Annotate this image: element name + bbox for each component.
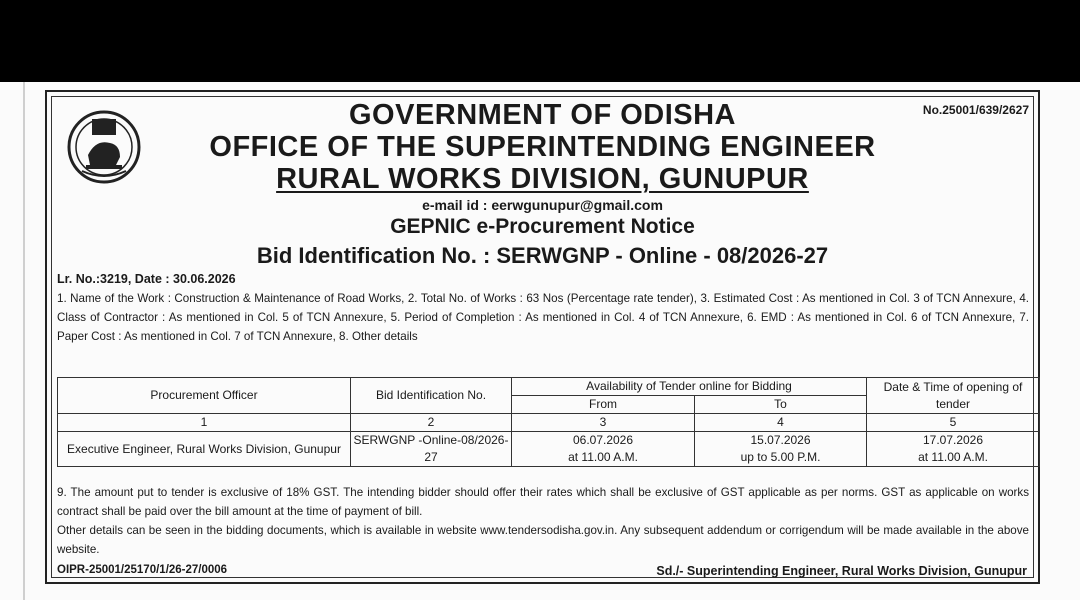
gst-paragraph: 9. The amount put to tender is exclusive of 18% GST. The intending bidder should offer their rates which shall be exclusive of GST applicable as per norms. GST as applicable on works contract shall be paid over the bill amount at the time of payment of bill. [57, 486, 1029, 518]
from-time: at 11.00 A.M. [568, 450, 638, 464]
col-number: 2 [351, 414, 512, 432]
cell-bid-id: SERWGNP -Online-08/2026-27 [351, 432, 512, 467]
notice-title: GEPNIC e-Procurement Notice [390, 215, 695, 238]
header-availability: Availability of Tender online for Bidding [512, 378, 867, 396]
header-opening: Date & Time of opening of tender [867, 378, 1040, 414]
tender-schedule-table [57, 377, 1040, 467]
opening-date: 17.07.2026 [922, 433, 984, 447]
notice-inner-border [51, 96, 1034, 578]
notice-number: No.25001/639/2627 [922, 103, 1029, 117]
cell-from [512, 432, 695, 467]
column-number-row [58, 414, 1040, 432]
cell-opening [867, 432, 1040, 467]
col-number: 1 [58, 414, 351, 432]
table-row [58, 432, 1040, 467]
col-number: 3 [512, 414, 695, 432]
header-to: To [695, 396, 867, 414]
to-time: up to 5.00 P.M. [740, 450, 821, 464]
to-date: 15.07.2026 [750, 433, 811, 447]
header-from: From [512, 396, 695, 414]
page-edge-rule [23, 82, 25, 600]
col-number: 5 [867, 414, 1040, 432]
header-bid-id: Bid Identification No. [351, 378, 512, 414]
work-details-paragraph: 1. Name of the Work : Construction & Maintenance of Road Works, 2. Total No. of Works : 63 Nos (Percentage rate tender), 3. Estimated Cost : As mentioned in Col. 3 of TCN Annexure, 4. Class of Contractor : As mentioned in Col. 5 of TCN Annexure, 5. Period of Completion : As mentioned in Col. 4 of TCN Annexure, 6. EMD : As mentioned in Col. 6 of TCN Annexure, 7. Paper Cost : As mentioned in Col. 7 of TCN Annexure, 8. Other details [57, 292, 1029, 343]
notice-frame [45, 90, 1040, 584]
bid-identification: Bid Identification No. : SERWGNP - Online - 08/2026-27 [256, 243, 829, 268]
header-government: GOVERNMENT OF ODISHA [348, 99, 736, 131]
opening-time: at 11.00 A.M. [918, 450, 988, 464]
other-details-paragraph: Other details can be seen in the bidding documents, which is available in website www.tendersodisha.gov.in. Any subsequent addendum or corrigendum will be made available in the above website. [57, 524, 1029, 556]
email-line: e-mail id : eerwgunupur@gmail.com [422, 197, 663, 213]
signature-line: Sd./- Superintending Engineer, Rural Works Division, Gunupur [656, 564, 1027, 578]
oipr-number: OIPR-25001/25170/1/26-27/0006 [57, 564, 228, 576]
header-division: RURAL WORKS DIVISION, GUNUPUR [276, 163, 809, 195]
notice-page [0, 82, 1080, 600]
cell-to [695, 432, 867, 467]
header-office: OFFICE OF THE SUPERINTENDING ENGINEER [209, 131, 876, 163]
cell-officer: Executive Engineer, Rural Works Division, Gunupur [58, 432, 351, 467]
from-date: 06.07.2026 [572, 433, 634, 447]
letter-reference: Lr. No.:3219, Date : 30.06.2026 [57, 272, 236, 286]
header-procurement-officer: Procurement Officer [58, 378, 351, 414]
col-number: 4 [695, 414, 867, 432]
